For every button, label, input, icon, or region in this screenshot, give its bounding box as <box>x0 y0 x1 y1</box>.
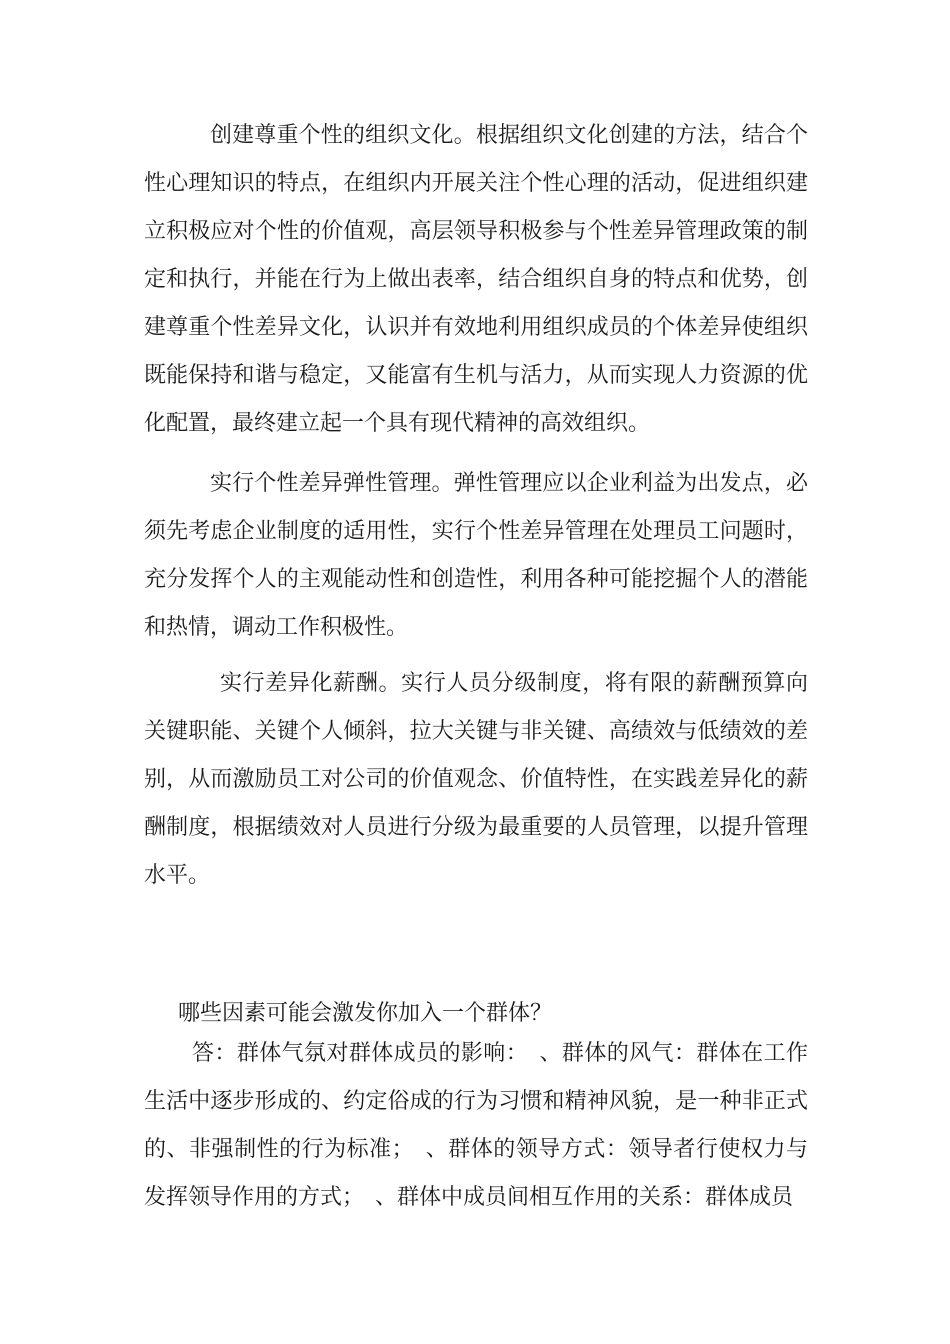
paragraph-flexible-management: 实行个性差异弹性管理。弹性管理应以企业利益为出发点，必须先考虑企业制度的适用性，实行个性差异管理在处理员工问题时，充分发挥个人的主观能动性和创造性，利用各种可能挖掘个人的潜能和热情，调动工作积极性。 <box>144 471 808 640</box>
question-heading: 哪些因素可能会激发你加入一个群体？ <box>178 1001 553 1026</box>
paragraph-differentiated-pay: 实行差异化薪酬。实行人员分级制度，将有限的薪酬预算向关键职能、关键个人倾斜，拉大关键与非关键、高绩效与低绩效的差别，从而激励员工对公司的价值观念、价值特性，在实践差异化的薪酬制度，根据绩效对人员进行分级为最重要的人员管理，以提升管理水平。 <box>144 671 808 888</box>
answer-paragraph: 答：群体气氛对群体成员的影响： 、群体的风气：群体在工作生活中逐步形成的、约定俗成的行为习惯和精神风貌，是一种非正式的、非强制性的行为标准； 、群体的领导方式：领导者行使权力与发挥领导作用的方式； 、群体中成员间相互作用的关系：群体成员 <box>144 1041 808 1210</box>
paragraph-organizational-culture: 创建尊重个性的组织文化。根据组织文化创建的方法，结合个性心理知识的特点，在组织内开展关注个性心理的活动，促进组织建立积极应对个性的价值观，高层领导积极参与个性差异管理政策的制定和执行，并能在行为上做出表率，结合组织自身的特点和优势，创建尊重个性差异文化，认识并有效地利用组织成员的个体差异使组织既能保持和谐与稳定，又能富有生机与活力，从而实现人力资源的优化配置，最终建立起一个具有现代精神的高效组织。 <box>144 123 808 436</box>
